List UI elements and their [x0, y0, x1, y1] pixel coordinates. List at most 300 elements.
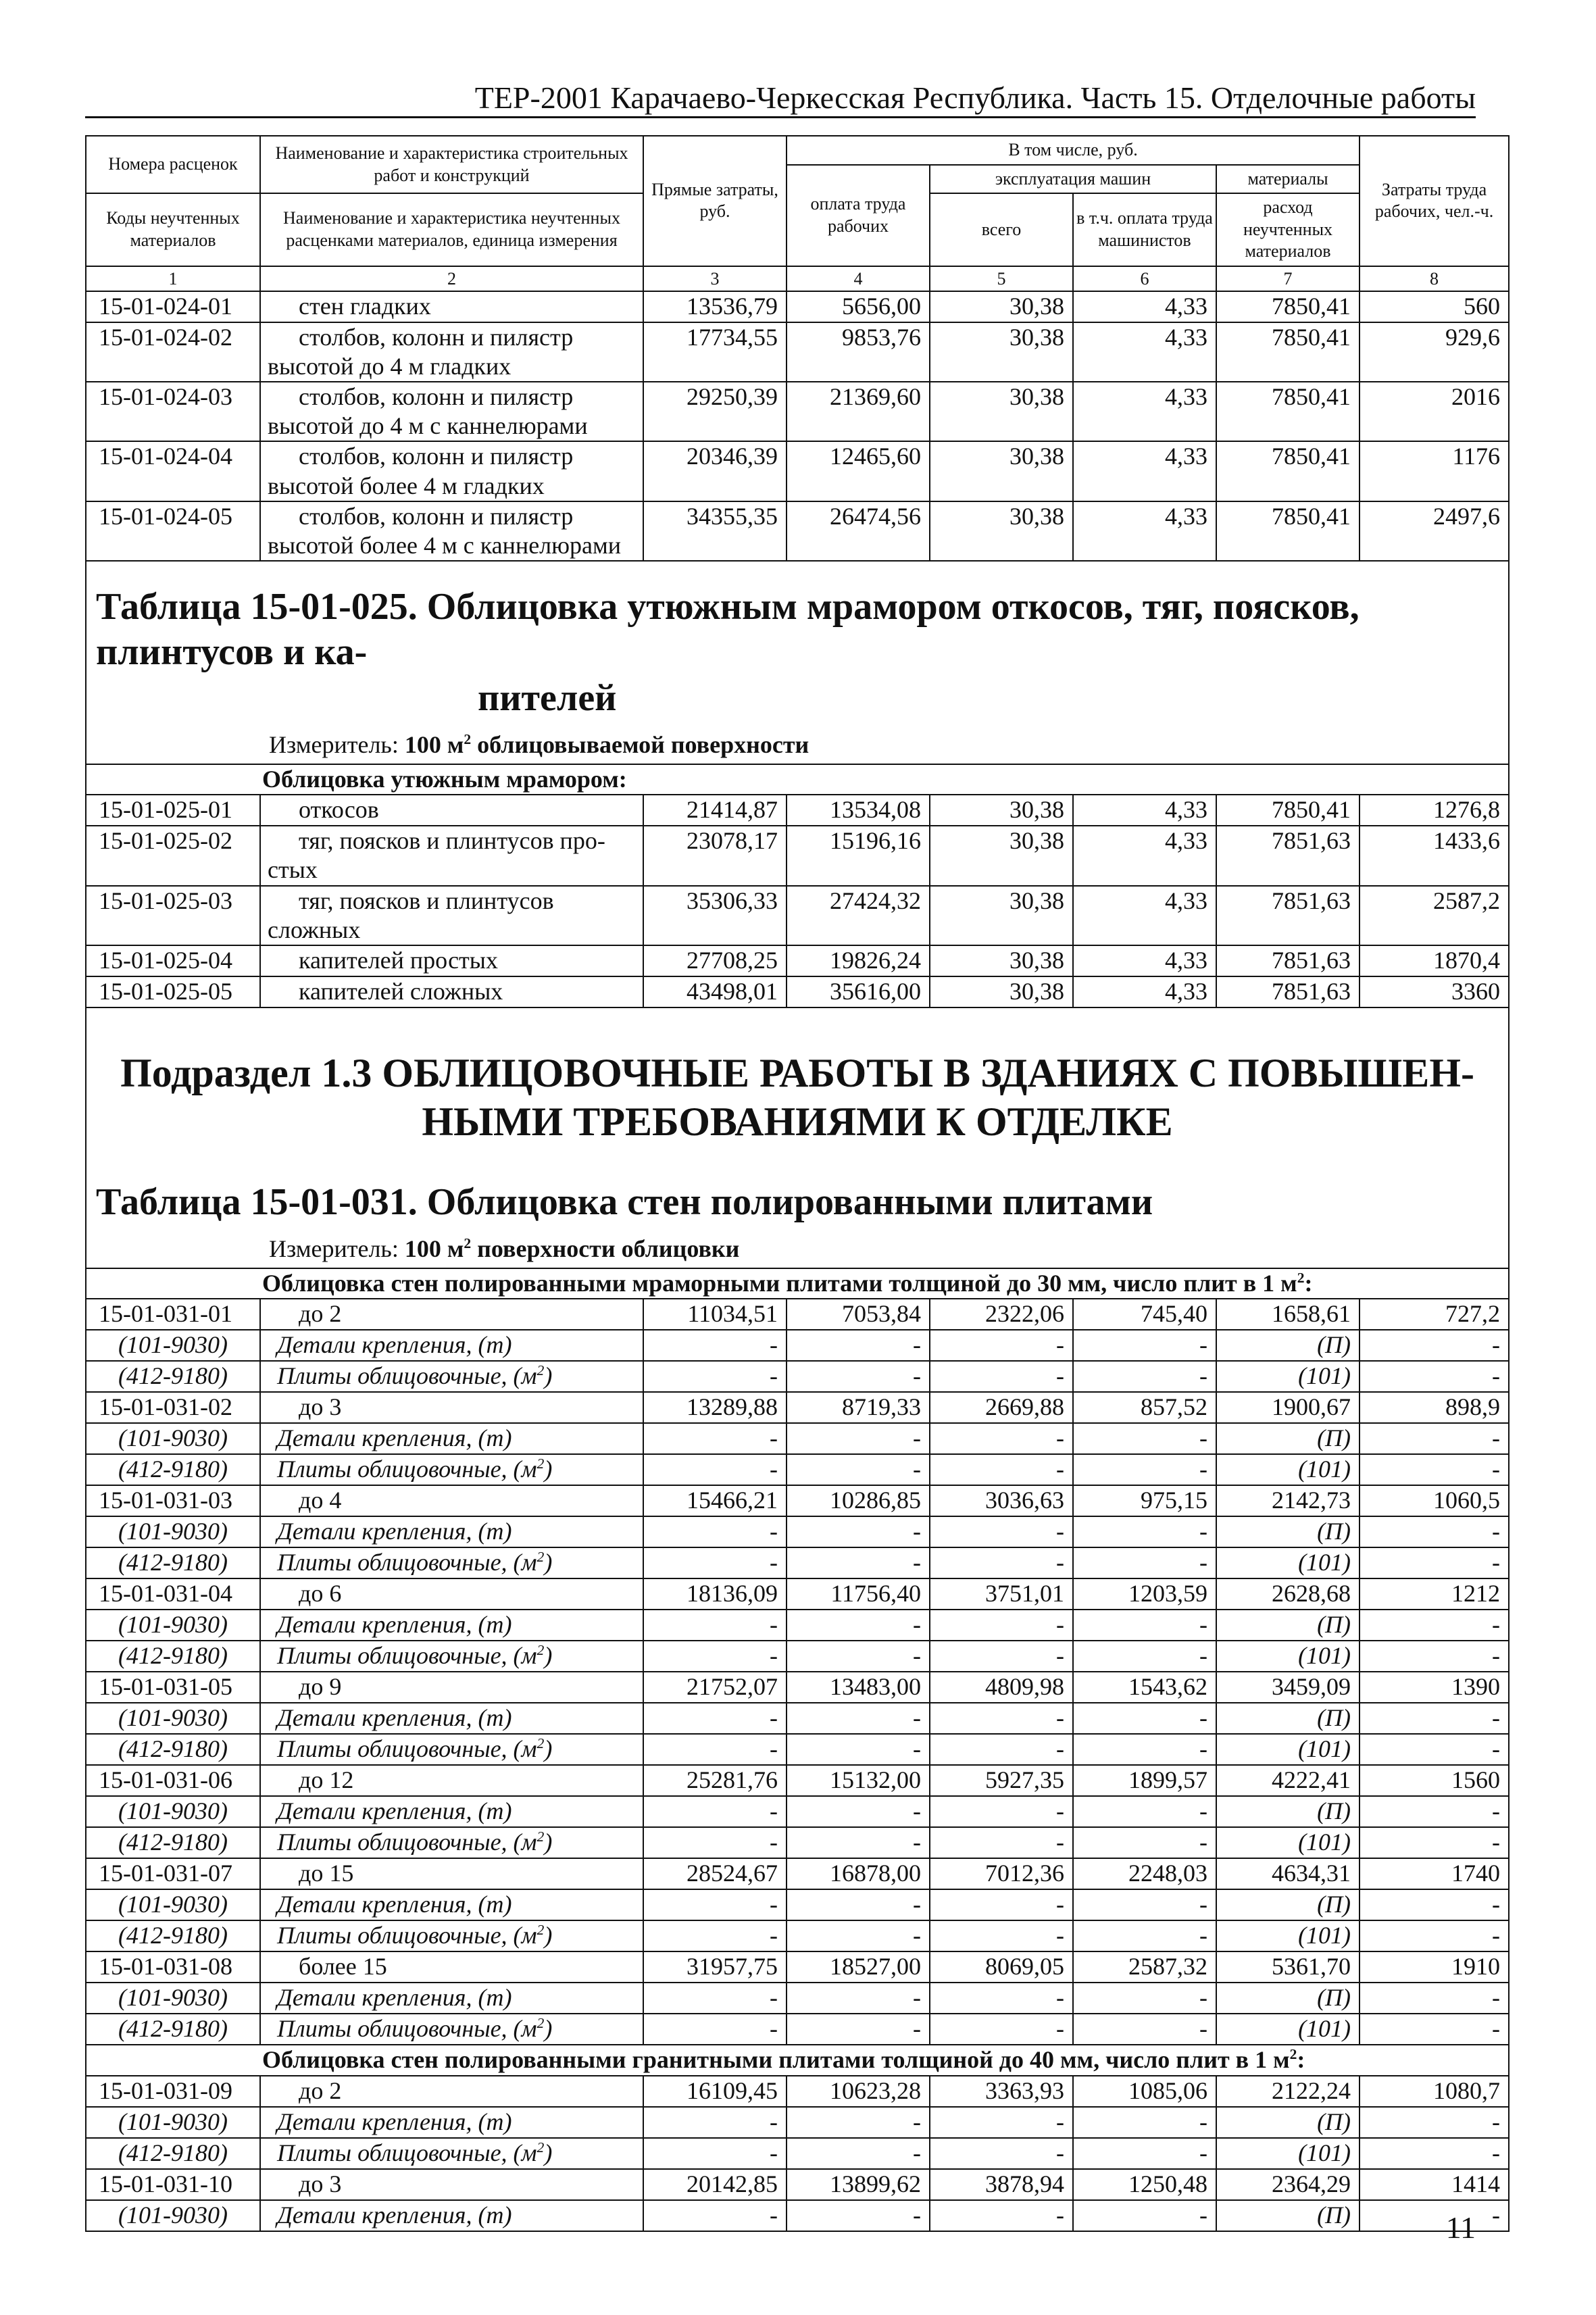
- dash-cell: -: [930, 2200, 1073, 2231]
- material-name-end: ): [544, 1362, 553, 1390]
- cost-cell-c4: 16878,00: [787, 1858, 930, 1889]
- material-code: (101-9030): [86, 1703, 260, 1734]
- dash-cell: -: [643, 1516, 787, 1547]
- table-heading-031: [86, 1007, 1509, 1268]
- cost-cell-c6: 1250,48: [1073, 2169, 1216, 2200]
- group-sup: 2: [1297, 1270, 1305, 1287]
- cost-cell-c6: 4,33: [1073, 826, 1216, 885]
- cost-cell-c4: 7053,84: [787, 1299, 930, 1330]
- material-code: (412-9180): [86, 1734, 260, 1765]
- table-row: [86, 795, 1509, 826]
- meter-value: 100 м: [404, 730, 464, 758]
- rate-code: 15-01-031-02: [86, 1392, 260, 1423]
- cost-cell-c4: 27424,32: [787, 886, 930, 945]
- dash-cell: -: [643, 1330, 787, 1361]
- material-name: [260, 1703, 643, 1734]
- material-name: [260, 1454, 643, 1485]
- dash-cell: -: [1073, 1703, 1216, 1734]
- material-name: [260, 1516, 643, 1547]
- material-name: [260, 1547, 643, 1578]
- material-code: (412-9180): [86, 1827, 260, 1858]
- dash-cell: -: [787, 1610, 930, 1641]
- table-row: [86, 291, 1509, 322]
- cost-cell-c4: 15196,16: [787, 826, 930, 885]
- material-ref: (П): [1216, 1516, 1360, 1547]
- group-heading: [86, 2045, 1509, 2075]
- cost-cell-c4: 5656,00: [787, 291, 930, 322]
- material-name-text: Детали крепления, (т): [277, 1611, 512, 1639]
- cost-cell-c7: 7851,63: [1216, 826, 1360, 885]
- table-title-025: [86, 562, 1508, 730]
- meter-sup: 2: [464, 1235, 472, 1252]
- material-code: (412-9180): [86, 1920, 260, 1951]
- material-code: (412-9180): [86, 2138, 260, 2169]
- cost-cell-c8: 1870,4: [1360, 945, 1509, 976]
- rate-code: 15-01-031-01: [86, 1299, 260, 1330]
- table-row: [86, 322, 1509, 382]
- table-body: [86, 136, 1509, 2231]
- cost-cell-c4: 19826,24: [787, 945, 930, 976]
- group-heading: Облицовка утюжным мрамором:: [86, 764, 1509, 795]
- group-text: Облицовка стен полированными гранитными плитами толщиной до 40 мм, число плит в 1 м: [262, 2046, 1290, 2074]
- dash-cell: -: [643, 1361, 787, 1392]
- dash-cell: -: [930, 1361, 1073, 1392]
- material-name-end: ): [544, 1922, 553, 1949]
- material-code: (101-9030): [86, 1889, 260, 1920]
- material-name-sup: 2: [537, 1455, 545, 1472]
- dash-cell: -: [930, 2107, 1073, 2138]
- dash-cell: -: [1073, 1610, 1216, 1641]
- cost-cell-c8: 2016: [1360, 382, 1509, 441]
- header-codes-top: Номера расценок: [86, 136, 260, 193]
- material-ref: (101): [1216, 1361, 1360, 1392]
- cost-cell-c7: 2122,24: [1216, 2076, 1360, 2107]
- material-name-sup: 2: [537, 2015, 545, 2032]
- group-sup: 2: [1289, 2046, 1297, 2063]
- cost-cell-c6: 4,33: [1073, 322, 1216, 382]
- material-name: [260, 1827, 643, 1858]
- material-name: [260, 2138, 643, 2169]
- dash-cell: -: [787, 1827, 930, 1858]
- material-name-text: Детали крепления, (т): [277, 1518, 512, 1545]
- dash-cell: -: [643, 1703, 787, 1734]
- cost-cell-c7: 2142,73: [1216, 1485, 1360, 1516]
- cost-cell-c3: 13289,88: [643, 1392, 787, 1423]
- material-row: [86, 1920, 1509, 1951]
- material-name-text: Плиты облицовочные, (м: [277, 2015, 537, 2043]
- material-name: [260, 1610, 643, 1641]
- material-row: [86, 1454, 1509, 1485]
- column-number: 8: [1360, 266, 1509, 291]
- material-name: [260, 1423, 643, 1454]
- material-name-text: Плиты облицовочные, (м: [277, 2139, 537, 2166]
- table-row: [86, 1951, 1509, 1983]
- work-name-line2: высотой более 4 м с каннелюрами: [268, 532, 622, 559]
- work-name: до 12: [260, 1765, 643, 1796]
- cost-cell-c8: 560: [1360, 291, 1509, 322]
- material-code: (412-9180): [86, 2014, 260, 2045]
- material-name-text: Детали крепления, (т): [277, 1891, 512, 1918]
- price-table: [85, 135, 1510, 2232]
- meter-suffix: облицовываемой поверхности: [471, 730, 809, 758]
- cost-cell-c7: 1900,67: [1216, 1392, 1360, 1423]
- meter-sup: 2: [464, 730, 472, 747]
- cost-cell-c4: 26474,56: [787, 501, 930, 561]
- dash-cell: -: [787, 1796, 930, 1827]
- dash-cell: -: [643, 2107, 787, 2138]
- material-row: [86, 2200, 1509, 2231]
- header-codes-bottom: Коды неучтенных материалов: [86, 193, 260, 266]
- material-ref: (П): [1216, 1983, 1360, 2014]
- material-name: [260, 1796, 643, 1827]
- dash-cell: -: [787, 1361, 930, 1392]
- dash-cell: -: [1073, 1827, 1216, 1858]
- material-code: (412-9180): [86, 1641, 260, 1672]
- running-head: ТЕР-2001 Карачаево-Черкесская Республика. Часть 15. Отделочные работы: [474, 80, 1476, 115]
- table-heading-025: [86, 561, 1509, 764]
- rate-code: 15-01-024-02: [86, 322, 260, 382]
- material-name-sup: 2: [537, 1735, 545, 1752]
- rate-code: 15-01-031-04: [86, 1578, 260, 1610]
- table-heading-025-cell: [86, 561, 1509, 764]
- work-name: до 2: [260, 2076, 643, 2107]
- cost-cell-c5: 30,38: [930, 795, 1073, 826]
- cost-cell-c8: 929,6: [1360, 322, 1509, 382]
- rate-code: 15-01-031-08: [86, 1951, 260, 1983]
- cost-cell-c3: 20142,85: [643, 2169, 787, 2200]
- table-row: [86, 2076, 1509, 2107]
- column-number: 7: [1216, 266, 1360, 291]
- rate-code: 15-01-025-05: [86, 976, 260, 1007]
- cost-cell-c8: 1414: [1360, 2169, 1509, 2200]
- material-name-end: ): [544, 1455, 553, 1483]
- cost-cell-c4: 11756,40: [787, 1578, 930, 1610]
- cost-cell-c8: 1740: [1360, 1858, 1509, 1889]
- cost-cell-c3: 18136,09: [643, 1578, 787, 1610]
- cost-cell-c3: 23078,17: [643, 826, 787, 885]
- cost-cell-c6: 4,33: [1073, 382, 1216, 441]
- dash-cell: -: [1360, 1610, 1509, 1641]
- table-title-031: Таблица 15-01-031. Облицовка стен полированными плитами: [96, 1180, 1153, 1223]
- group-end: :: [1297, 2046, 1305, 2074]
- cost-cell-c3: 34355,35: [643, 501, 787, 561]
- cost-cell-c3: 31957,75: [643, 1951, 787, 1983]
- material-name: [260, 1920, 643, 1951]
- cost-cell-c6: 4,33: [1073, 976, 1216, 1007]
- dash-cell: -: [643, 1983, 787, 2014]
- work-name: [260, 322, 643, 382]
- cost-cell-c8: 1176: [1360, 441, 1509, 501]
- material-row: [86, 1703, 1509, 1734]
- dash-cell: -: [1360, 1920, 1509, 1951]
- work-name: [260, 382, 643, 441]
- material-name-sup: 2: [537, 1642, 545, 1659]
- dash-cell: -: [787, 1703, 930, 1734]
- header-machines: эксплуатация машин: [930, 165, 1216, 194]
- cost-cell-c7: 2364,29: [1216, 2169, 1360, 2200]
- rate-code: 15-01-024-05: [86, 501, 260, 561]
- rate-code: 15-01-025-04: [86, 945, 260, 976]
- cost-cell-c6: 1085,06: [1073, 2076, 1216, 2107]
- cost-cell-c7: 5361,70: [1216, 1951, 1360, 1983]
- material-code: (412-9180): [86, 1454, 260, 1485]
- material-name: [260, 2200, 643, 2231]
- dash-cell: -: [643, 1454, 787, 1485]
- work-name: [260, 945, 643, 976]
- material-row: [86, 1361, 1509, 1392]
- cost-cell-c6: 4,33: [1073, 795, 1216, 826]
- work-name: [260, 501, 643, 561]
- cost-cell-c5: 3363,93: [930, 2076, 1073, 2107]
- dash-cell: -: [1360, 1423, 1509, 1454]
- dash-cell: -: [930, 1641, 1073, 1672]
- work-name-line1: столбов, колонн и пилястр: [299, 383, 574, 411]
- material-ref: (101): [1216, 1920, 1360, 1951]
- dash-cell: -: [1073, 1361, 1216, 1392]
- material-row: [86, 1516, 1509, 1547]
- work-name: до 9: [260, 1672, 643, 1703]
- material-code: (101-9030): [86, 2200, 260, 2231]
- dash-cell: -: [1360, 1983, 1509, 2014]
- cost-cell-c5: 8069,05: [930, 1951, 1073, 1983]
- table-row: [86, 826, 1509, 885]
- column-number: 1: [86, 266, 260, 291]
- rate-code: 15-01-031-09: [86, 2076, 260, 2107]
- subsection-heading: [86, 1008, 1508, 1173]
- cost-cell-c4: 8719,33: [787, 1392, 930, 1423]
- cost-cell-c5: 30,38: [930, 441, 1073, 501]
- cost-cell-c8: 1080,7: [1360, 2076, 1509, 2107]
- work-name: до 15: [260, 1858, 643, 1889]
- material-name-end: ): [544, 1549, 553, 1576]
- cost-cell-c5: 30,38: [930, 945, 1073, 976]
- header-mat-use: расход неучтенных материалов: [1216, 193, 1360, 266]
- material-name-end: ): [544, 1642, 553, 1670]
- work-name: до 2: [260, 1299, 643, 1330]
- dash-cell: -: [787, 1330, 930, 1361]
- cost-cell-c8: 2587,2: [1360, 886, 1509, 945]
- table-row: [86, 1765, 1509, 1796]
- dash-cell: -: [930, 1703, 1073, 1734]
- dash-cell: -: [787, 1734, 930, 1765]
- header-direct: Прямые затраты, руб.: [643, 136, 787, 266]
- dash-cell: -: [930, 1827, 1073, 1858]
- header-row-1: [86, 136, 1509, 165]
- cost-cell-c4: 21369,60: [787, 382, 930, 441]
- cost-cell-c6: 4,33: [1073, 291, 1216, 322]
- rate-code: 15-01-031-06: [86, 1765, 260, 1796]
- cost-cell-c6: 857,52: [1073, 1392, 1216, 1423]
- material-name-text: Детали крепления, (т): [277, 1424, 512, 1452]
- header-labor: Затраты труда рабочих, чел.-ч.: [1360, 136, 1509, 266]
- dash-cell: -: [1073, 1454, 1216, 1485]
- dash-cell: -: [643, 1547, 787, 1578]
- dash-cell: -: [643, 1610, 787, 1641]
- material-name-end: ): [544, 2139, 553, 2166]
- material-row: [86, 2138, 1509, 2169]
- material-name-sup: 2: [537, 2139, 545, 2156]
- dash-cell: -: [1360, 1703, 1509, 1734]
- cost-cell-c6: 745,40: [1073, 1299, 1216, 1330]
- dash-cell: -: [787, 2107, 930, 2138]
- cost-cell-c5: 30,38: [930, 501, 1073, 561]
- material-code: (101-9030): [86, 1610, 260, 1641]
- material-name-sup: 2: [537, 1362, 545, 1379]
- material-ref: (П): [1216, 1796, 1360, 1827]
- dash-cell: -: [1073, 2138, 1216, 2169]
- material-ref: (П): [1216, 1889, 1360, 1920]
- work-name-line2: высотой более 4 м гладких: [268, 472, 545, 499]
- cost-cell-c3: 25281,76: [643, 1765, 787, 1796]
- meter-line: [86, 1235, 1508, 1268]
- table-row: [86, 945, 1509, 976]
- cost-cell-c4: 10286,85: [787, 1485, 930, 1516]
- material-row: [86, 2014, 1509, 2045]
- material-code: (412-9180): [86, 1361, 260, 1392]
- dash-cell: -: [1073, 1920, 1216, 1951]
- material-name: [260, 1983, 643, 2014]
- dash-cell: -: [1073, 2107, 1216, 2138]
- dash-cell: -: [787, 1889, 930, 1920]
- cost-cell-c6: 1899,57: [1073, 1765, 1216, 1796]
- material-name-text: Детали крепления, (т): [277, 2201, 512, 2229]
- work-name-line1: откосов: [299, 796, 379, 824]
- work-name-line1: столбов, колонн и пилястр: [299, 443, 574, 470]
- material-ref: (101): [1216, 2014, 1360, 2045]
- dash-cell: -: [930, 1423, 1073, 1454]
- cost-cell-c6: 4,33: [1073, 945, 1216, 976]
- dash-cell: -: [643, 2200, 787, 2231]
- cost-cell-c3: 21414,87: [643, 795, 787, 826]
- cost-cell-c4: 35616,00: [787, 976, 930, 1007]
- work-name: до 3: [260, 1392, 643, 1423]
- dash-cell: -: [1360, 1516, 1509, 1547]
- material-name-text: Плиты облицовочные, (м: [277, 1735, 537, 1763]
- cost-cell-c8: 1390: [1360, 1672, 1509, 1703]
- cost-cell-c3: 28524,67: [643, 1858, 787, 1889]
- dash-cell: -: [787, 1454, 930, 1485]
- work-name-line2: стых: [268, 856, 318, 884]
- work-name-line1: стен гладких: [299, 292, 431, 320]
- cost-cell-c4: 13899,62: [787, 2169, 930, 2200]
- dash-cell: -: [930, 1983, 1073, 2014]
- dash-cell: -: [643, 1889, 787, 1920]
- material-name-text: Детали крепления, (т): [277, 1797, 512, 1825]
- cost-cell-c7: 7851,63: [1216, 886, 1360, 945]
- material-name: [260, 2014, 643, 2045]
- material-name-text: Плиты облицовочные, (м: [277, 1362, 537, 1390]
- material-row: [86, 1983, 1509, 2014]
- cost-cell-c3: 21752,07: [643, 1672, 787, 1703]
- cost-cell-c3: 20346,39: [643, 441, 787, 501]
- dash-cell: -: [1360, 2200, 1509, 2231]
- table-title-line2: пителей: [478, 676, 617, 719]
- dash-cell: -: [930, 1920, 1073, 1951]
- material-name-text: Детали крепления, (т): [277, 1984, 512, 2012]
- cost-cell-c6: 4,33: [1073, 441, 1216, 501]
- dash-cell: -: [643, 1423, 787, 1454]
- cost-cell-c4: 13483,00: [787, 1672, 930, 1703]
- dash-cell: -: [1360, 1641, 1509, 1672]
- meter-prefix: Измеритель:: [269, 730, 405, 758]
- material-row: [86, 1423, 1509, 1454]
- material-name: [260, 2107, 643, 2138]
- dash-cell: -: [643, 1827, 787, 1858]
- material-name-text: Детали крепления, (т): [277, 1331, 512, 1359]
- work-name: до 6: [260, 1578, 643, 1610]
- subsection-line2: НЫМИ ТРЕБОВАНИЯМИ К ОТДЕЛКЕ: [422, 1099, 1173, 1144]
- dash-cell: -: [1360, 1361, 1509, 1392]
- material-name: [260, 1330, 643, 1361]
- dash-cell: -: [1360, 1330, 1509, 1361]
- cost-cell-c5: 30,38: [930, 291, 1073, 322]
- dash-cell: -: [1073, 2014, 1216, 2045]
- table-row: [86, 1485, 1509, 1516]
- dash-cell: -: [1360, 1734, 1509, 1765]
- cost-cell-c5: 3751,01: [930, 1578, 1073, 1610]
- dash-cell: -: [930, 2138, 1073, 2169]
- material-name-sup: 2: [537, 1828, 545, 1845]
- cost-cell-c7: 7850,41: [1216, 291, 1360, 322]
- dash-cell: -: [930, 2014, 1073, 2045]
- material-ref: (101): [1216, 2138, 1360, 2169]
- cost-cell-c6: 2248,03: [1073, 1858, 1216, 1889]
- column-number: 2: [260, 266, 643, 291]
- cost-cell-c5: 2322,06: [930, 1299, 1073, 1330]
- cost-cell-c7: 7850,41: [1216, 441, 1360, 501]
- material-ref: (101): [1216, 1827, 1360, 1858]
- rate-code: 15-01-031-07: [86, 1858, 260, 1889]
- rate-code: 15-01-024-03: [86, 382, 260, 441]
- column-number: 4: [787, 266, 930, 291]
- cost-cell-c4: 15132,00: [787, 1765, 930, 1796]
- dash-cell: -: [1073, 1423, 1216, 1454]
- header-mach-total: всего: [930, 193, 1073, 266]
- rate-code: 15-01-025-01: [86, 795, 260, 826]
- work-name-line2: высотой до 4 м гладких: [268, 352, 512, 380]
- dash-cell: -: [1073, 1330, 1216, 1361]
- work-name-line1: капителей сложных: [299, 977, 503, 1005]
- material-row: [86, 1734, 1509, 1765]
- table-row: [86, 1392, 1509, 1423]
- meter-unit: [405, 731, 809, 758]
- table-row: [86, 1672, 1509, 1703]
- cost-cell-c5: 2669,88: [930, 1392, 1073, 1423]
- material-row: [86, 2107, 1509, 2138]
- header-name-top: Наименование и характеристика строительных работ и конструкций: [260, 136, 643, 193]
- group-end: :: [1304, 1270, 1313, 1297]
- dash-cell: -: [1073, 1641, 1216, 1672]
- dash-cell: -: [930, 1889, 1073, 1920]
- dash-cell: -: [643, 2138, 787, 2169]
- work-name-line1: капителей простых: [299, 946, 498, 974]
- cost-cell-c3: 17734,55: [643, 322, 787, 382]
- dash-cell: -: [787, 1920, 930, 1951]
- cost-cell-c3: 35306,33: [643, 886, 787, 945]
- dash-cell: -: [643, 1641, 787, 1672]
- rate-code: 15-01-031-03: [86, 1485, 260, 1516]
- dash-cell: -: [1360, 2014, 1509, 2045]
- work-name: до 4: [260, 1485, 643, 1516]
- group-heading: [86, 1268, 1509, 1299]
- dash-cell: -: [787, 1516, 930, 1547]
- work-name: [260, 886, 643, 945]
- material-name-text: Плиты облицовочные, (м: [277, 1828, 537, 1856]
- material-code: (101-9030): [86, 1330, 260, 1361]
- cost-cell-c5: 30,38: [930, 826, 1073, 885]
- table-row: [86, 1858, 1509, 1889]
- cost-cell-c7: 7851,63: [1216, 976, 1360, 1007]
